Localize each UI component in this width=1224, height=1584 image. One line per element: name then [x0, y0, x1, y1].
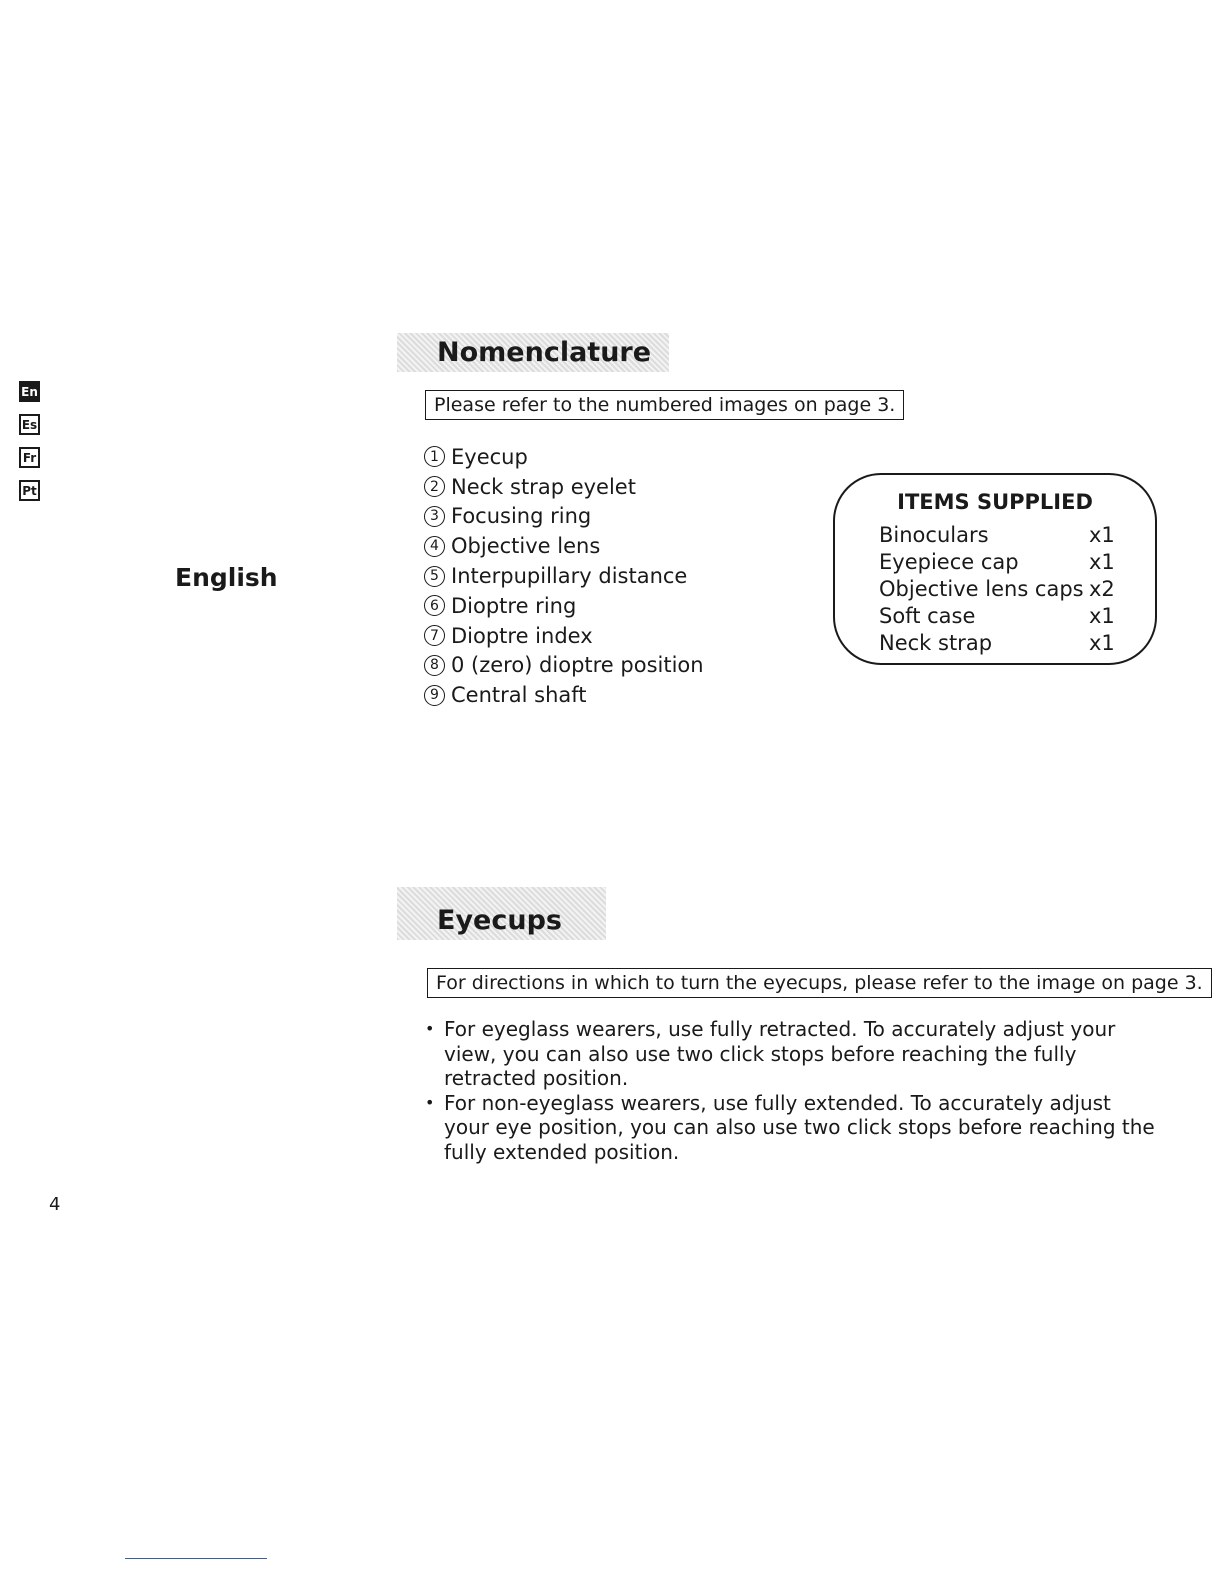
language-tab-es: Es: [19, 414, 40, 435]
item-number: 2: [424, 476, 445, 497]
bullet-text: For non-eyeglass wearers, use fully extended. To accurately adjust your eye position, you can also use two click stops before reaching the fully extended position.: [444, 1090, 1155, 1164]
item-label: Objective lens: [451, 534, 601, 559]
list-item: [424, 561, 704, 591]
item-number: 9: [424, 685, 445, 706]
nomenclature-list: [424, 442, 704, 710]
list-item: [424, 472, 704, 502]
item-number: 7: [424, 625, 445, 646]
nomenclature-note: Please refer to the numbered images on page 3.: [425, 390, 904, 420]
bullet-icon: •: [425, 1092, 435, 1112]
language-tabs: [19, 381, 40, 513]
item-qty: x1: [1089, 549, 1115, 574]
table-row: [879, 575, 1129, 602]
item-name: Eyepiece cap: [879, 549, 1019, 574]
item-label: Interpupillary distance: [451, 564, 688, 589]
language-name: English: [175, 563, 278, 592]
item-name: Soft case: [879, 603, 976, 628]
list-item: [424, 621, 704, 651]
list-item: [424, 591, 704, 621]
item-number: 1: [424, 446, 445, 467]
item-label: Focusing ring: [451, 504, 592, 529]
list-item: [425, 1017, 1155, 1091]
eyecups-heading: Eyecups: [397, 887, 606, 940]
item-number: 3: [424, 506, 445, 527]
item-label: Neck strap eyelet: [451, 474, 636, 499]
footer-rule: [125, 1558, 267, 1559]
list-item: [424, 680, 704, 710]
items-supplied-box: [833, 473, 1157, 665]
eyecups-note: For directions in which to turn the eyecups, please refer to the image on page 3.: [427, 968, 1212, 998]
list-item: [424, 502, 704, 532]
item-label: 0 (zero) dioptre position: [451, 653, 704, 678]
language-tab-fr: Fr: [19, 447, 40, 468]
item-label: Dioptre index: [451, 623, 593, 648]
list-item: [424, 442, 704, 472]
item-number: 4: [424, 536, 445, 557]
list-item: [424, 651, 704, 681]
item-name: Objective lens caps: [879, 576, 1084, 601]
item-qty: x1: [1089, 603, 1115, 628]
nomenclature-heading: Nomenclature: [397, 333, 669, 372]
list-item: [424, 531, 704, 561]
item-qty: x1: [1089, 630, 1115, 655]
table-row: [879, 629, 1129, 656]
item-number: 8: [424, 655, 445, 676]
item-label: Central shaft: [451, 683, 587, 708]
table-row: [879, 521, 1129, 548]
bullet-icon: •: [425, 1019, 435, 1038]
item-number: 5: [424, 566, 445, 587]
eyecups-bullet-list: [425, 1017, 1155, 1164]
item-label: Dioptre ring: [451, 593, 577, 618]
table-row: [879, 548, 1129, 575]
page-number: 4: [49, 1194, 61, 1215]
item-name: Neck strap: [879, 630, 993, 655]
language-tab-pt: Pt: [19, 480, 40, 501]
item-label: Eyecup: [451, 444, 528, 469]
table-row: [879, 602, 1129, 629]
item-qty: x1: [1089, 522, 1115, 547]
language-tab-en: En: [19, 381, 40, 402]
item-qty: x2: [1089, 576, 1115, 601]
items-supplied-table: [879, 521, 1129, 656]
bullet-text: For eyeglass wearers, use fully retracted. To accurately adjust your view, you can also use two click stops before reaching the fully retracted position.: [444, 1017, 1116, 1090]
item-name: Binoculars: [879, 522, 989, 547]
items-supplied-title: ITEMS SUPPLIED: [897, 490, 1093, 514]
item-number: 6: [424, 595, 445, 616]
list-item: [425, 1091, 1155, 1165]
